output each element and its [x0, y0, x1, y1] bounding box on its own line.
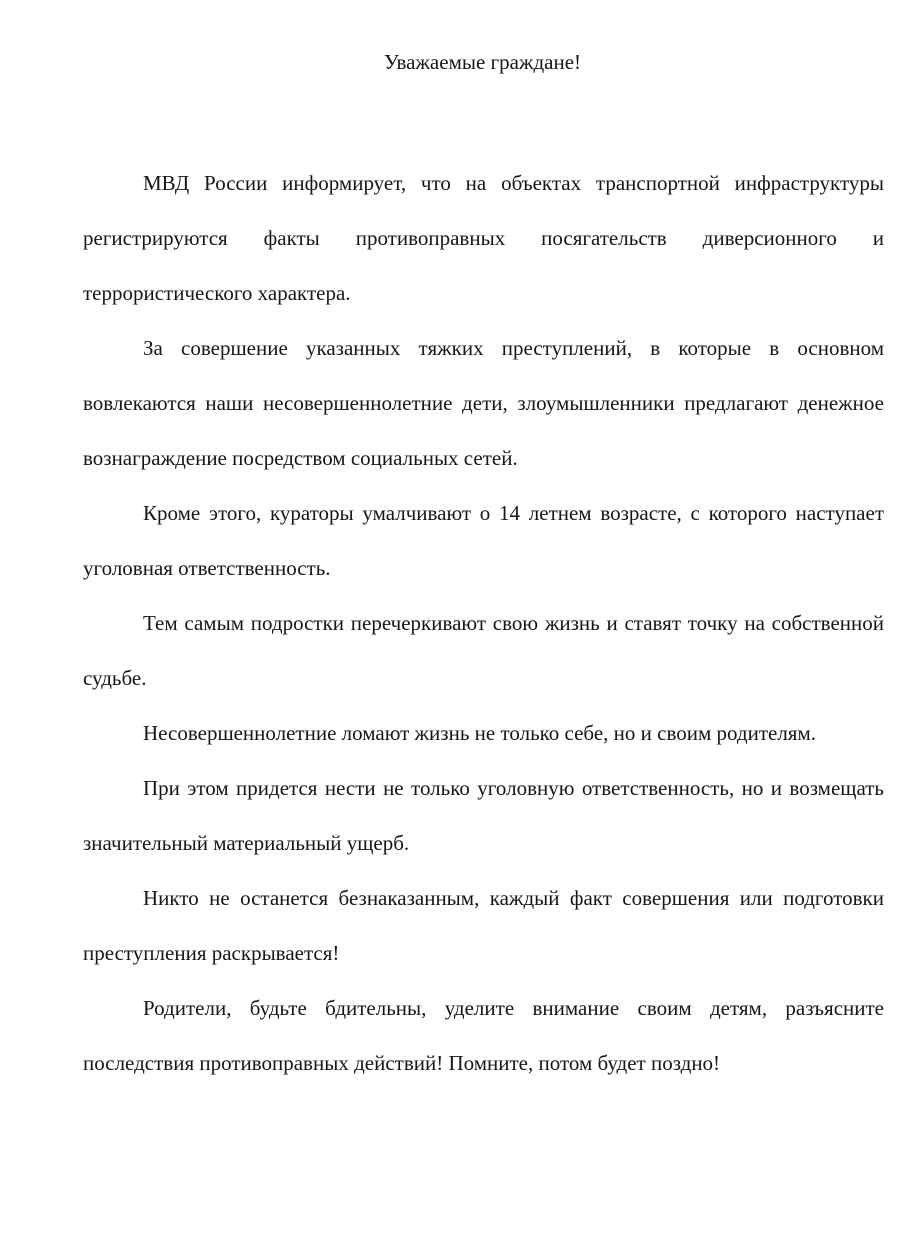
paragraph-parents-life: Несовершеннолетние ломают жизнь не только себе, но и своим родителям. [143, 721, 816, 745]
document-body [83, 156, 884, 1091]
paragraph-damages: При этом придется нести не только уголовную ответственность, но и возмещать значительный материальный ущерб. [83, 776, 884, 855]
paragraph-mvd-informs: МВД России информирует, что на объектах транспортной инфраструктуры регистрируются факты противоправных посягательств диверсионного и террористического характера. [83, 171, 884, 305]
paragraph-teen-fate: Тем самым подростки перечеркивают свою жизнь и ставят точку на собственной судьбе. [83, 611, 884, 690]
paragraph-reward: За совершение указанных тяжких преступлений, в которые в основном вовлекаются наши несовершеннолетние дети, злоумышленники предлагают денежное вознаграждение посредством социальных сетей. [83, 336, 884, 470]
paragraph-parents-warning: Родители, будьте бдительны, уделите внимание своим детям, разъясните последствия противоправных действий! Помните, потом будет поздно! [83, 996, 884, 1075]
paragraph-no-impunity: Никто не останется безнаказанным, каждый факт совершения или подготовки преступления раскрывается! [83, 886, 884, 965]
paragraph-age-liability: Кроме этого, кураторы умалчивают о 14 летнем возрасте, с которого наступает уголовная ответственность. [83, 501, 884, 580]
document-title: Уважаемые граждане! [383, 50, 582, 74]
